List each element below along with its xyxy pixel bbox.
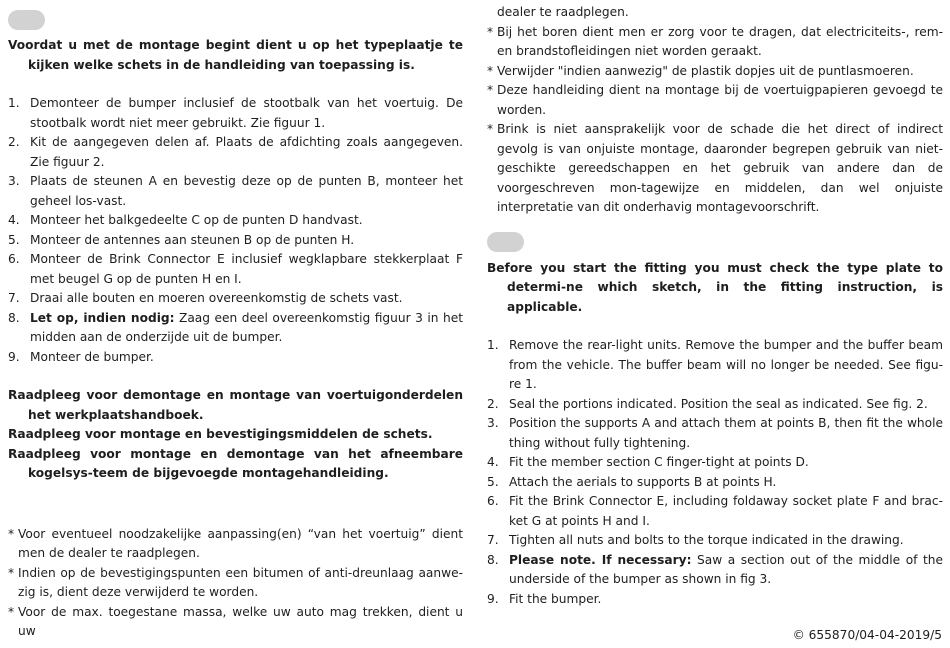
language-badge-nl	[8, 10, 45, 30]
step-en-8: 8. Please note. If necessary: Saw a section out of the middle of the underside of the bumper as shown in fig 3.	[487, 552, 943, 586]
step-en-4: 4. Fit the member section C finger-tight at points D.	[487, 455, 809, 469]
notes-nl	[8, 525, 463, 642]
language-badge-en	[487, 232, 524, 252]
intro-nl: Voordat u met de montage begint dient u op het typeplaatje te kijken welke schets in de handleiding van toepassing is.	[8, 38, 463, 72]
document-footer: © 655870/04-04-2019/5	[792, 628, 942, 642]
note-nl-5: * Verwijder "indien aanwezig" de plastik dopjes uit de puntlasmoeren.	[487, 63, 914, 78]
note-nl-1: * Voor eventueel noodzakelijke aanpassing(en) “van het voertuig” dient men de dealer te raadplegen.	[8, 526, 463, 560]
step-en-3: 3. Position the supports A and attach them at points B, then fit the whole thing without fully tightening.	[487, 416, 943, 450]
step-nl-3: 3. Plaats de steunen A en bevestig deze op de punten B, monteer het geheel los-vast.	[8, 174, 463, 208]
english-column	[487, 0, 943, 609]
notes-nl-right	[487, 23, 943, 218]
consult-nl-1: Raadpleeg voor demontage en montage van voertuigonderdelen het werkplaatshandboek.	[8, 388, 463, 422]
step-nl-7: 7. Draai alle bouten en moeren overeenkomstig de schets vast.	[8, 291, 403, 305]
step-nl-1: 1. Demonteer de bumper inclusief de stootbalk van het voertuig. De stootbalk wordt niet meer gebruikt. Zie figuur 1.	[8, 96, 463, 130]
step-en-9: 9. Fit the bumper.	[487, 591, 602, 606]
dutch-column	[8, 0, 463, 642]
intro-en: Before you start the fitting you must check the type plate to determi-ne which sketch, in the fitting instruction, is applicable.	[487, 260, 943, 314]
step-en-7: 7. Tighten all nuts and bolts to the torque indicated in the drawing.	[487, 533, 904, 547]
steps-en	[487, 336, 943, 609]
note-nl-4: * Bij het boren dient men er zorg voor te dragen, dat electriciteits-, rem- en brandstofleidingen niet worden geraakt.	[487, 24, 943, 58]
consult-nl-3: Raadpleeg voor montage en demontage van het afneembare kogelsys-teem de bijgevoegde montagehandleiding.	[8, 446, 463, 480]
steps-nl	[8, 94, 463, 367]
step-en-1: 1. Remove the rear-light units. Remove the bumper and the buffer beam from the vehicle. The buffer beam will no longer be needed. See figu-re 1.	[487, 338, 943, 391]
consult-block-nl	[8, 386, 463, 484]
note-nl-3-continued: dealer te raadplegen.	[497, 5, 629, 19]
step-nl-4: 4. Monteer het balkgedeelte C op de punten D handvast.	[8, 213, 363, 227]
step-en-2: 2. Seal the portions indicated. Position the seal as indicated. See fig. 2.	[487, 396, 928, 411]
step-nl-8: 8. Let op, indien nodig: Zaag een deel overeenkomstig figuur 3 in het midden aan de onderzijde uit de bumper.	[8, 310, 463, 344]
consult-nl-2: Raadpleeg voor montage en bevestigingsmiddelen de schets.	[8, 427, 433, 441]
step-en-6: 6. Fit the Brink Connector E, including foldaway socket plate F and brac-ket G at points H and I.	[487, 494, 943, 528]
step-en-5: 5. Attach the aerials to supports B at points H.	[487, 474, 777, 489]
step-nl-6: 6. Monteer de Brink Connector E inclusief wegklapbare stekkerplaat F met beugel G op de punten H en I.	[8, 252, 463, 286]
step-nl-9: 9. Monteer de bumper.	[8, 349, 154, 364]
step-nl-5: 5. Monteer de antennes aan steunen B op de punten H.	[8, 232, 355, 247]
note-nl-6: * Deze handleiding dient na montage bij de voertuigpapieren gevoegd te worden.	[487, 83, 943, 117]
step-nl-2: 2. Kit de aangegeven delen af. Plaats de afdichting zoals aangegeven. Zie figuur 2.	[8, 135, 463, 169]
note-nl-7: * Brink is niet aansprakelijk voor de schade die het direct of indirect gevolg is van onjuiste montage, daaronder begrepen gebruik van niet-geschikte gereedschappen en het gebruik van andere dan de voorgeschreven mon-tagewijze en middelen, dan wel onjuiste interpretatie van dit onderhavig montagevoorschrift.	[487, 122, 943, 214]
note-nl-2: * Indien op de bevestigingspunten een bitumen of anti-dreunlaag aanwe-zig is, dient deze verwijderd te worden.	[8, 565, 463, 599]
note-nl-3: * Voor de max. toegestane massa, welke uw auto mag trekken, dient u uw	[8, 604, 463, 638]
